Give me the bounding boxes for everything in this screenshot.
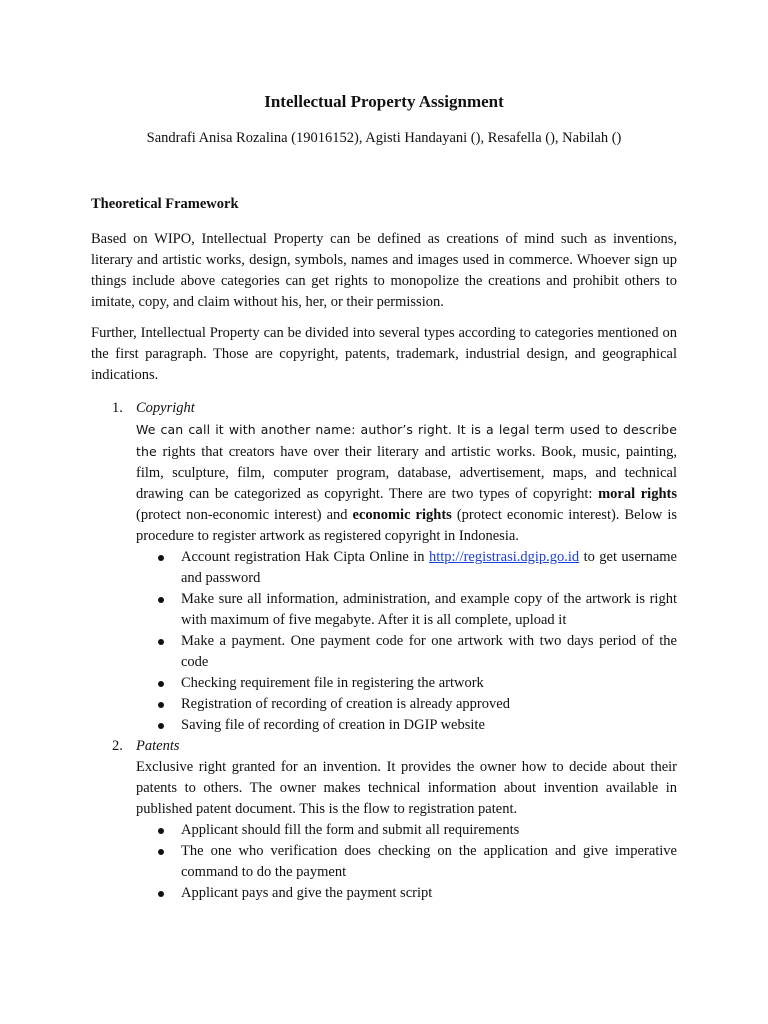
copyright-title: Copyright [136, 400, 195, 416]
copyright-description-text-a: rights that creators have over their literary and artistic works. Book, music, painting, film, sculpture, film, computer program, database, advertisement, maps, and technical drawing can be categorized as copyright. There are two types of copyright: [136, 444, 677, 502]
list-item [136, 883, 677, 904]
bullet-icon [158, 681, 164, 687]
bullet-icon [158, 891, 164, 897]
list-item-copyright [91, 398, 677, 736]
bullet-text: Registration of recording of creation is already approved [181, 696, 510, 712]
bullet-icon [158, 723, 164, 729]
list-number: 1. [112, 400, 123, 416]
list-item [136, 589, 677, 631]
ip-types-list [91, 398, 677, 904]
list-item [136, 694, 677, 715]
bullet-text: Applicant pays and give the payment script [181, 885, 433, 901]
bullet-text: Make a payment. One payment code for one artwork with two days period of the code [181, 633, 677, 670]
bullet-text: Applicant should fill the form and submit all requirements [181, 822, 520, 838]
bullet-icon [158, 849, 164, 855]
patents-description: Exclusive right granted for an invention. It provides the owner how to decide about their patents to others. The owner makes technical information about invention available in published patent document. This is the flow to registration patent. [136, 759, 677, 817]
paragraph-wipo-definition: Based on WIPO, Intellectual Property can be defined as creations of mind such as inventions, literary and artistic works, design, symbols, names and images used in commerce. Whoever sign up things include above categories can get rights to monopolize the creations and prohibit others to imitate, copy, and claim without his, her, or their permission. [91, 231, 677, 310]
patents-title: Patents [136, 738, 180, 754]
list-item [136, 547, 677, 589]
copyright-description-first-line: We can call it with another name: author’s right. It is a legal term used to describe the [136, 422, 677, 459]
list-item [136, 715, 677, 736]
bullet-icon [158, 639, 164, 645]
bullet-icon [158, 555, 164, 561]
author-list: Sandrafi Anisa Rozalina (19016152), Agisti Handayani (), Resafella (), Nabilah () [146, 130, 622, 146]
registration-link[interactable]: http://registrasi.dgip.go.id [428, 549, 580, 565]
bullet-icon [158, 597, 164, 603]
economic-rights-term: economic rights [352, 507, 452, 523]
list-item [136, 820, 677, 841]
copyright-description-text-c: (protect economic interest). Below is procedure to register artwork as registered copyright in Indonesia. [136, 507, 677, 544]
section-heading: Theoretical Framework [91, 196, 239, 212]
list-number: 2. [112, 738, 123, 754]
bullet-text: Account registration Hak Cipta Online in [181, 549, 429, 565]
copyright-description [136, 419, 677, 547]
bullet-text: Saving file of recording of creation in DGIP website [181, 717, 485, 733]
moral-rights-term: moral rights [598, 486, 677, 502]
patent-steps-list [136, 820, 677, 904]
bullet-text: Make sure all information, administration, and example copy of the artwork is right with maximum of five megabyte. After it is all complete, upload it [181, 591, 677, 628]
list-item [136, 631, 677, 673]
bullet-text: The one who verification does checking on the application and give imperative command to do the payment [181, 843, 677, 880]
copyright-steps-list [136, 547, 677, 736]
paragraph-ip-types: Further, Intellectual Property can be divided into several types according to categories mentioned on the first paragraph. Those are copyright, patents, trademark, industrial design, and geographical indications. [91, 325, 677, 383]
copyright-description-text-b: (protect non-economic interest) and [136, 507, 353, 523]
bullet-icon [158, 702, 164, 708]
list-item [136, 841, 677, 883]
bullet-text: Checking requirement file in registering the artwork [181, 675, 484, 691]
bullet-text: to get username and password [181, 549, 677, 586]
list-item [136, 673, 677, 694]
list-item-patents [91, 736, 677, 904]
document-title: Intellectual Property Assignment [264, 92, 504, 111]
bullet-icon [158, 828, 164, 834]
